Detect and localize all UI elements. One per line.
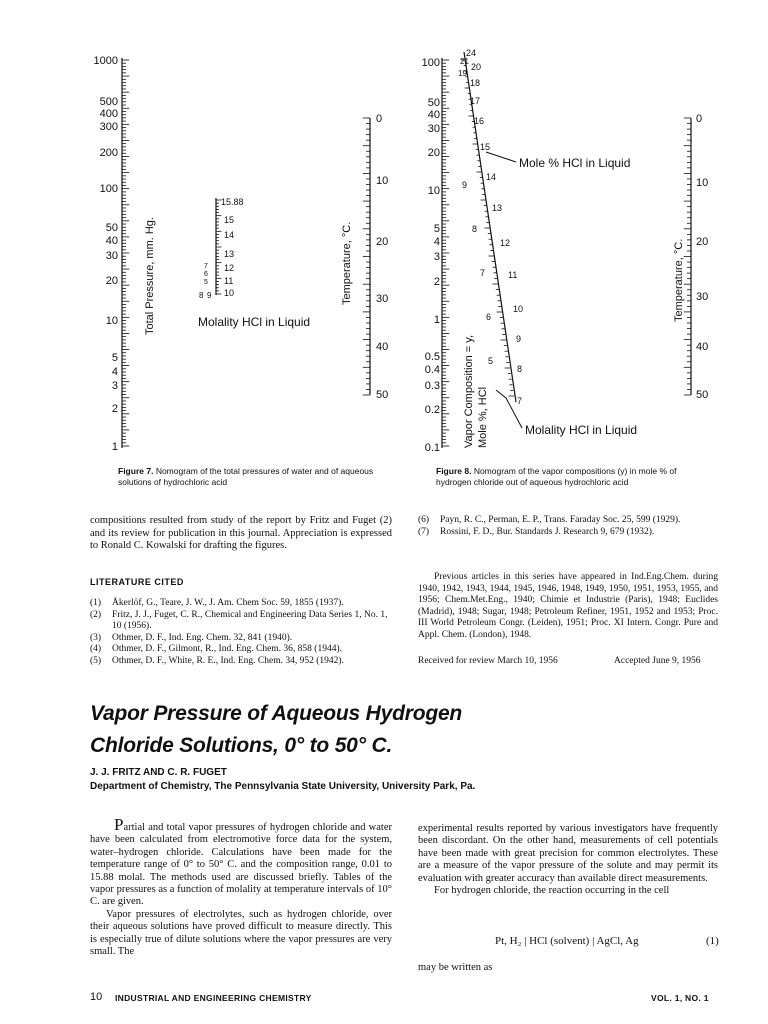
figure-8-caption-text: Nomogram of the vapor compositions (y) in mole % of hydrogen chloride out of aqueous hydrochloric acid: [436, 466, 677, 487]
mole-tick-16: 16: [474, 116, 485, 126]
comp-tick-10: 10: [427, 185, 440, 197]
volume-number: VOL. 1, NO. 1: [651, 993, 709, 1003]
pressure-tick-2: 2: [111, 403, 118, 415]
composition-axis-label: Vapor Composition = y,: [463, 334, 475, 448]
page-number: 10: [90, 991, 103, 1003]
comp-tick-0-4: 0.4: [424, 364, 440, 376]
comp-tick-0-3: 0.3: [424, 380, 440, 392]
molality-tick-10: 10: [224, 288, 235, 298]
previous-articles-note: Previous articles in this series have appeared in Ind.Eng.Chem. during 1940, 1942, 1943, 1944, 1945, 1946, 1948, 1949, 1950, 1951, 1953, 1955, and 1956; Chem.Met.Eng., 1940; Chimie et Industrie (Paris), 1948; Euclides (Madrid), 1948; Sugar, 1948; Petroleum Refiner, 1951, 1952 and 1953; Proc. III World Petroleum Congr. (Leiden), 1951; Proc. XI Intern. Congr. Pure and Appl. Chem. (London), 1948.: [418, 572, 718, 640]
molality-tick-11: 11: [224, 276, 234, 286]
mole-tick-11: 11: [508, 270, 518, 280]
mole-tick-12: 12: [500, 238, 511, 248]
reference-item: (5) Othmer, D. F., White, R. E., Ind. Eng. Chem. 34, 952 (1942).: [90, 655, 344, 666]
temp8-tick-10: 10: [696, 177, 709, 189]
pressure-tick-30: 30: [105, 250, 118, 262]
reference-item: (4) Othmer, D. F., Gilmont, R., Ind. Eng. Chem. 36, 858 (1944).: [90, 644, 343, 654]
mole-tick-24: 24: [466, 48, 477, 58]
temperature-axis-label-fig8: Temperature, °C.: [673, 238, 685, 322]
references-list-left: [90, 598, 392, 667]
comp-tick-50: 50: [427, 97, 440, 109]
mole-tick-8: 8: [517, 364, 523, 374]
molality-tick-6: 6: [204, 271, 208, 278]
mole-tick-20: 20: [471, 62, 482, 72]
comp-tick-30: 30: [427, 123, 440, 135]
molality-tick-13: 13: [224, 249, 235, 259]
mole-tick-17: 17: [470, 96, 481, 106]
composition-axis-label-2: Mole %, HCl: [477, 386, 489, 448]
pressure-tick-5: 5: [111, 352, 118, 364]
mole-tick-13: 13: [492, 203, 503, 213]
figure-7-caption: [118, 466, 398, 488]
pressure-minor-ticks: [122, 60, 129, 446]
figure-7-nomogram: [0, 0, 400, 460]
molality-tick-5: 5: [488, 356, 494, 366]
temp8-tick-50: 50: [696, 389, 709, 401]
intro-paragraph: Vapor pressures of electrolytes, such as hydrogen chloride, over their aqueous solutions have proved difficult to measure directly. This is especially true of dilute solutions where the vapor pressures are very small. The: [90, 908, 392, 958]
molality-tick-9: 9: [207, 291, 212, 300]
figure-8-nomogram: [400, 0, 768, 460]
article-title-line-2: Chloride Solutions, 0° to 50° C.: [90, 734, 393, 757]
reference-item: (2) Fritz, J. J., Fuget, C. R., Chemical and Engineering Data Series 1, No. 1, 10 (1956).: [90, 609, 388, 631]
pressure-tick-300: 300: [99, 121, 118, 133]
figure-8-caption-label: Figure 8.: [436, 466, 472, 476]
mole-tick-9: 9: [516, 334, 522, 344]
molality-tick-6: 6: [486, 312, 492, 322]
pressure-tick-500: 500: [99, 96, 118, 108]
molality-axis-label: Molality HCl in Liquid: [198, 315, 311, 329]
reference-item: (6) Payn, R. C., Perman, E. P., Trans. Faraday Soc. 25, 599 (1929).: [418, 515, 681, 525]
molality-minor-ticks: [216, 200, 221, 294]
pressure-tick-4: 4: [111, 366, 118, 378]
comp-tick-20: 20: [427, 147, 440, 159]
mole-tick-10: 10: [513, 304, 524, 314]
comp-tick-0-2: 0.2: [424, 404, 440, 416]
comp-tick-1: 1: [433, 314, 440, 326]
body-paragraph: may be written as: [418, 962, 493, 973]
pressure-tick-50: 50: [105, 222, 118, 234]
pressure-tick-1000: 1000: [93, 55, 118, 67]
journal-name: INDUSTRIAL AND ENGINEERING CHEMISTRY: [115, 993, 312, 1003]
temp8-tick-0: 0: [696, 113, 703, 125]
molality-tick-8: 8: [472, 224, 478, 234]
accepted-date: Accepted June 9, 1956: [614, 656, 701, 666]
temp-tick-40: 40: [376, 341, 389, 353]
pressure-axis-label: Total Pressure, mm. Hg.: [144, 217, 156, 335]
body-paragraph: For hydrogen chloride, the reaction occurring in the cell: [434, 885, 670, 897]
molality-tick-8: 8: [199, 291, 204, 300]
mole-label-leader: [486, 152, 516, 162]
cell-equation: Pt, H₂ | HCl (solvent) | AgCl, Ag: [495, 935, 639, 947]
article-left-column: [90, 815, 392, 958]
comp-tick-3: 3: [433, 251, 440, 263]
pressure-tick-10: 10: [105, 315, 118, 327]
comp-tick-5: 5: [433, 223, 440, 235]
molality-tick-5: 5: [204, 279, 208, 286]
figure-7-caption-label: Figure 7.: [118, 466, 154, 476]
pressure-tick-1: 1: [111, 441, 118, 453]
pressure-tick-3: 3: [111, 380, 118, 392]
article-right-column: [418, 823, 718, 897]
mole-tick-18: 18: [470, 78, 481, 88]
comp-tick-4: 4: [433, 236, 440, 248]
figure-8-caption: [436, 466, 704, 488]
molality-tick-14: 14: [224, 230, 235, 240]
pressure-tick-40: 40: [105, 235, 118, 247]
temp8-tick-40: 40: [696, 341, 709, 353]
mole-percent-label: Mole % HCl in Liquid: [519, 156, 631, 170]
article-title-line-1: Vapor Pressure of Aqueous Hydrogen: [90, 702, 463, 725]
comp-tick-40: 40: [427, 109, 440, 121]
molality-label-fig8: Molality HCl in Liquid: [525, 423, 638, 437]
molality-tick-12: 12: [224, 263, 235, 273]
temp-tick-30: 30: [376, 293, 389, 305]
body-paragraph: experimental results reported by various investigators have frequently been discordant. On the other hand, measurements of cell potentials have been made with great precision for common electrolytes. These are a measure of the vapor pressure of the solute and may permit its evaluation with greater accuracy than available direct measurements.: [418, 823, 718, 884]
molality-tick-15: 15: [224, 215, 235, 225]
received-date: Received for review March 10, 1956: [418, 656, 558, 666]
pressure-tick-400: 400: [99, 108, 118, 120]
comp-tick-0-5: 0.5: [424, 351, 440, 363]
temp8-tick-20: 20: [696, 236, 709, 248]
molality-tick-9: 9: [462, 180, 468, 190]
comp-tick-2: 2: [433, 276, 440, 288]
reference-item: (1) Åkerlöf, G., Teare, J. W., J. Am. Chem Soc. 59, 1855 (1937).: [90, 598, 344, 608]
mole-tick-19: 19: [458, 69, 467, 78]
mole-tick-7: 7: [517, 396, 523, 406]
pressure-tick-20: 20: [105, 275, 118, 287]
references-list-right: [418, 515, 718, 538]
mole-tick-14: 14: [486, 172, 497, 182]
molality-tick-7: 7: [204, 263, 208, 270]
temp-tick-20: 20: [376, 236, 389, 248]
abstract-paragraph: artial and total vapor pressures of hydrogen chloride and water have been calculated from electromotive force data for the system, water–hydrogen chloride. Calculations have been made for the temperature range of 0° to 50° C. and the composition range, 0.01 to 15.88 molal. The methods used are discussed briefly. Tables of the vapor pressures as a function of molality at temperature intervals of 10° C. are given.: [90, 822, 392, 908]
reference-item: (3) Othmer, D. F., Ind. Eng. Chem. 32, 841 (1940).: [90, 632, 293, 643]
mole-tick-21: 21: [460, 57, 469, 66]
temp-tick-50: 50: [376, 389, 389, 401]
molality-tick-15-88: 15.88: [221, 197, 244, 207]
pressure-tick-labels: [94, 55, 118, 453]
equation-number: (1): [706, 935, 719, 947]
pressure-tick-200: 200: [99, 147, 118, 159]
comp-tick-0-1: 0.1: [424, 442, 440, 454]
acknowledgement-paragraph: compositions resulted from study of the report by Fritz and Fuget (2) and its review for publication in this journal. Appreciation is expressed to Ronald C. Kowalski for drafting the figures.: [90, 515, 392, 552]
temp8-tick-30: 30: [696, 291, 709, 303]
reference-item: (7) Rossini, F. D., Bur. Standards J. Research 9, 679 (1932).: [418, 526, 655, 537]
temperature-axis-label: Temperature, °C.: [341, 221, 353, 305]
figure-7-caption-text: Nomogram of the total pressures of water and of aqueous solutions of hydrochloric acid: [118, 466, 374, 487]
temp-tick-10: 10: [376, 175, 389, 187]
article-affiliation: Department of Chemistry, The Pennsylvania State University, University Park, Pa.: [90, 781, 476, 792]
mole-tick-15: 15: [480, 142, 491, 152]
temperature-minor-ticks: [363, 118, 370, 395]
molality-tick-7: 7: [480, 268, 486, 278]
literature-cited-heading: LITERATURE CITED: [90, 577, 184, 587]
article-authors: J. J. FRITZ AND C. R. FUGET: [90, 767, 227, 778]
comp-tick-100: 100: [421, 57, 440, 69]
pressure-tick-100: 100: [99, 183, 118, 195]
drop-cap: P: [114, 815, 124, 834]
temp-tick-0: 0: [376, 113, 383, 125]
composition-minor-ticks: [442, 60, 449, 446]
